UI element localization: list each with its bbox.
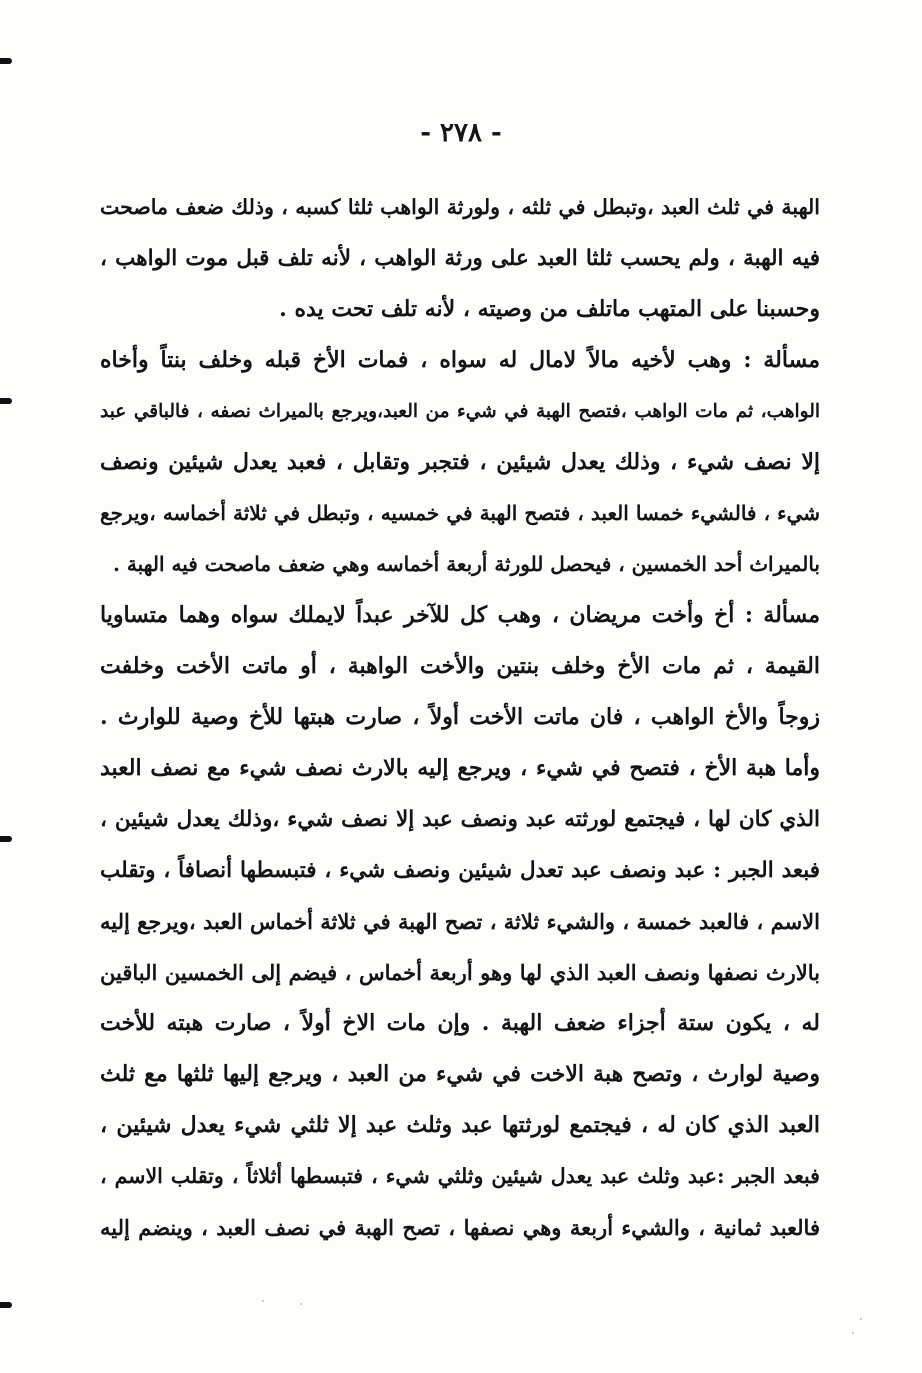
scan-speck [300, 1303, 302, 1305]
text-line: الواهب، ثم مات الواهب ،فتصح الهبة في شيء من العبد،ويرجع بالميراث نصفه ، فالباقي عبد [100, 401, 820, 422]
scan-edge-mark [0, 1302, 12, 1308]
text-line: وأما هبة الأخ ، فتصح في شيء ، ويرجع إليه بالارث نصف شيء مع نصف العبد [100, 755, 820, 781]
text-line: فبعد الجبر : عبد ونصف عبد تعدل شيئين ونصف شيء ، فتبسطها أنصافاً ، وتقلب [100, 858, 820, 883]
text-line: الاسم ، فالعبد خمسة ، والشيء ثلاثة ، تصح الهبة في ثلاثة أخماس العبد ،ويرجع إليه [100, 909, 820, 934]
text-line: الذي كان لها ، فيجتمع لورثته عبد ونصف عبد إلا نصف شيء ،وذلك يعدل شيئين ، [100, 807, 820, 832]
scan-speck [852, 1332, 854, 1334]
text-line: الهبة في ثلث العبد ،وتبطل في ثلثه ، ولورثة الواهب ثلثا كسبه ، وذلك ضعف ماصحت [100, 195, 820, 219]
text-line: زوجاً والأخ الواهب ، فان ماتت الأخت أولاً ، صارت هبتها للأخ وصية للوارث . [100, 704, 820, 730]
scan-speck [860, 1318, 862, 1320]
text-line: مسألة : وهب لأخيه مالاً لامال له سواه ، فمات الأخ قبله وخلف بنتاً وأخاه [100, 347, 820, 373]
text-line: وحسبنا على المتهب ماتلف من وصيته ، لأنه تلف تحت يده . [279, 296, 820, 322]
page-number: - ٢٧٨ - [420, 118, 502, 148]
text-line: بالارث نصفها ونصف العبد الذي لها وهو أربعة أخماس ، فيضم إلى الخمسين الباقين [100, 960, 820, 985]
text-line: العبد الذي كان له ، فيجتمع لورثتها عبد وثلث عبد إلا ثلثي شيء يعدل شيئين ، [100, 1112, 820, 1138]
scan-edge-mark [0, 58, 12, 64]
scan-speck [262, 1300, 264, 1302]
text-line: فبعد الجبر :عبد وثلث عبد يعدل شيئين وثلثي شيء ، فتبسطها أثلاثاً ، وتقلب الاسم ، [100, 1164, 820, 1188]
text-line: القيمة ، ثم مات الأخ وخلف بنتين والأخت الواهبة ، أو ماتت الأخت وخلفت [100, 653, 820, 679]
body-text [100, 182, 820, 1253]
text-line: إلا نصف شيء ، وذلك يعدل شيئين ، فتجبر وتقابل ، فعبد يعدل شيئين ونصف [100, 449, 820, 475]
text-line: وصية لوارث ، وتصح هبة الاخت في شيء من العبد ، ويرجع إليها ثلثها مع ثلث [100, 1061, 820, 1087]
text-line: فيه الهبة ، ولم يحسب ثلثا العبد على ورثة الواهب ، لأنه تلف قبل موت الواهب ، [100, 246, 820, 271]
scan-edge-mark [0, 836, 12, 842]
scan-edge-mark [0, 398, 12, 404]
text-line: له ، يكون ستة أجزاء ضعف الهبة . وإن مات الاخ أولاً ، صارت هبته للأخت [100, 1010, 820, 1036]
text-line: فالعبد ثمانية ، والشيء أربعة وهي نصفها ، تصح الهبة في نصف العبد ، وينضم إليه [100, 1215, 820, 1240]
text-line: مسألة : أخ وأخت مريضان ، وهب كل للآخر عبداً لايملك سواه وهما متساويا [100, 602, 820, 628]
text-line: شيء ، فالشيء خمسا العبد ، فتصح الهبة في خمسيه ، وتبطل في ثلاثة أخماسه ،ويرجع [100, 501, 820, 525]
text-line: بالميراث أحد الخمسين ، فيحصل للورثة أربعة أخماسه وهي ضعف ماصحت فيه الهبة . [112, 552, 820, 576]
